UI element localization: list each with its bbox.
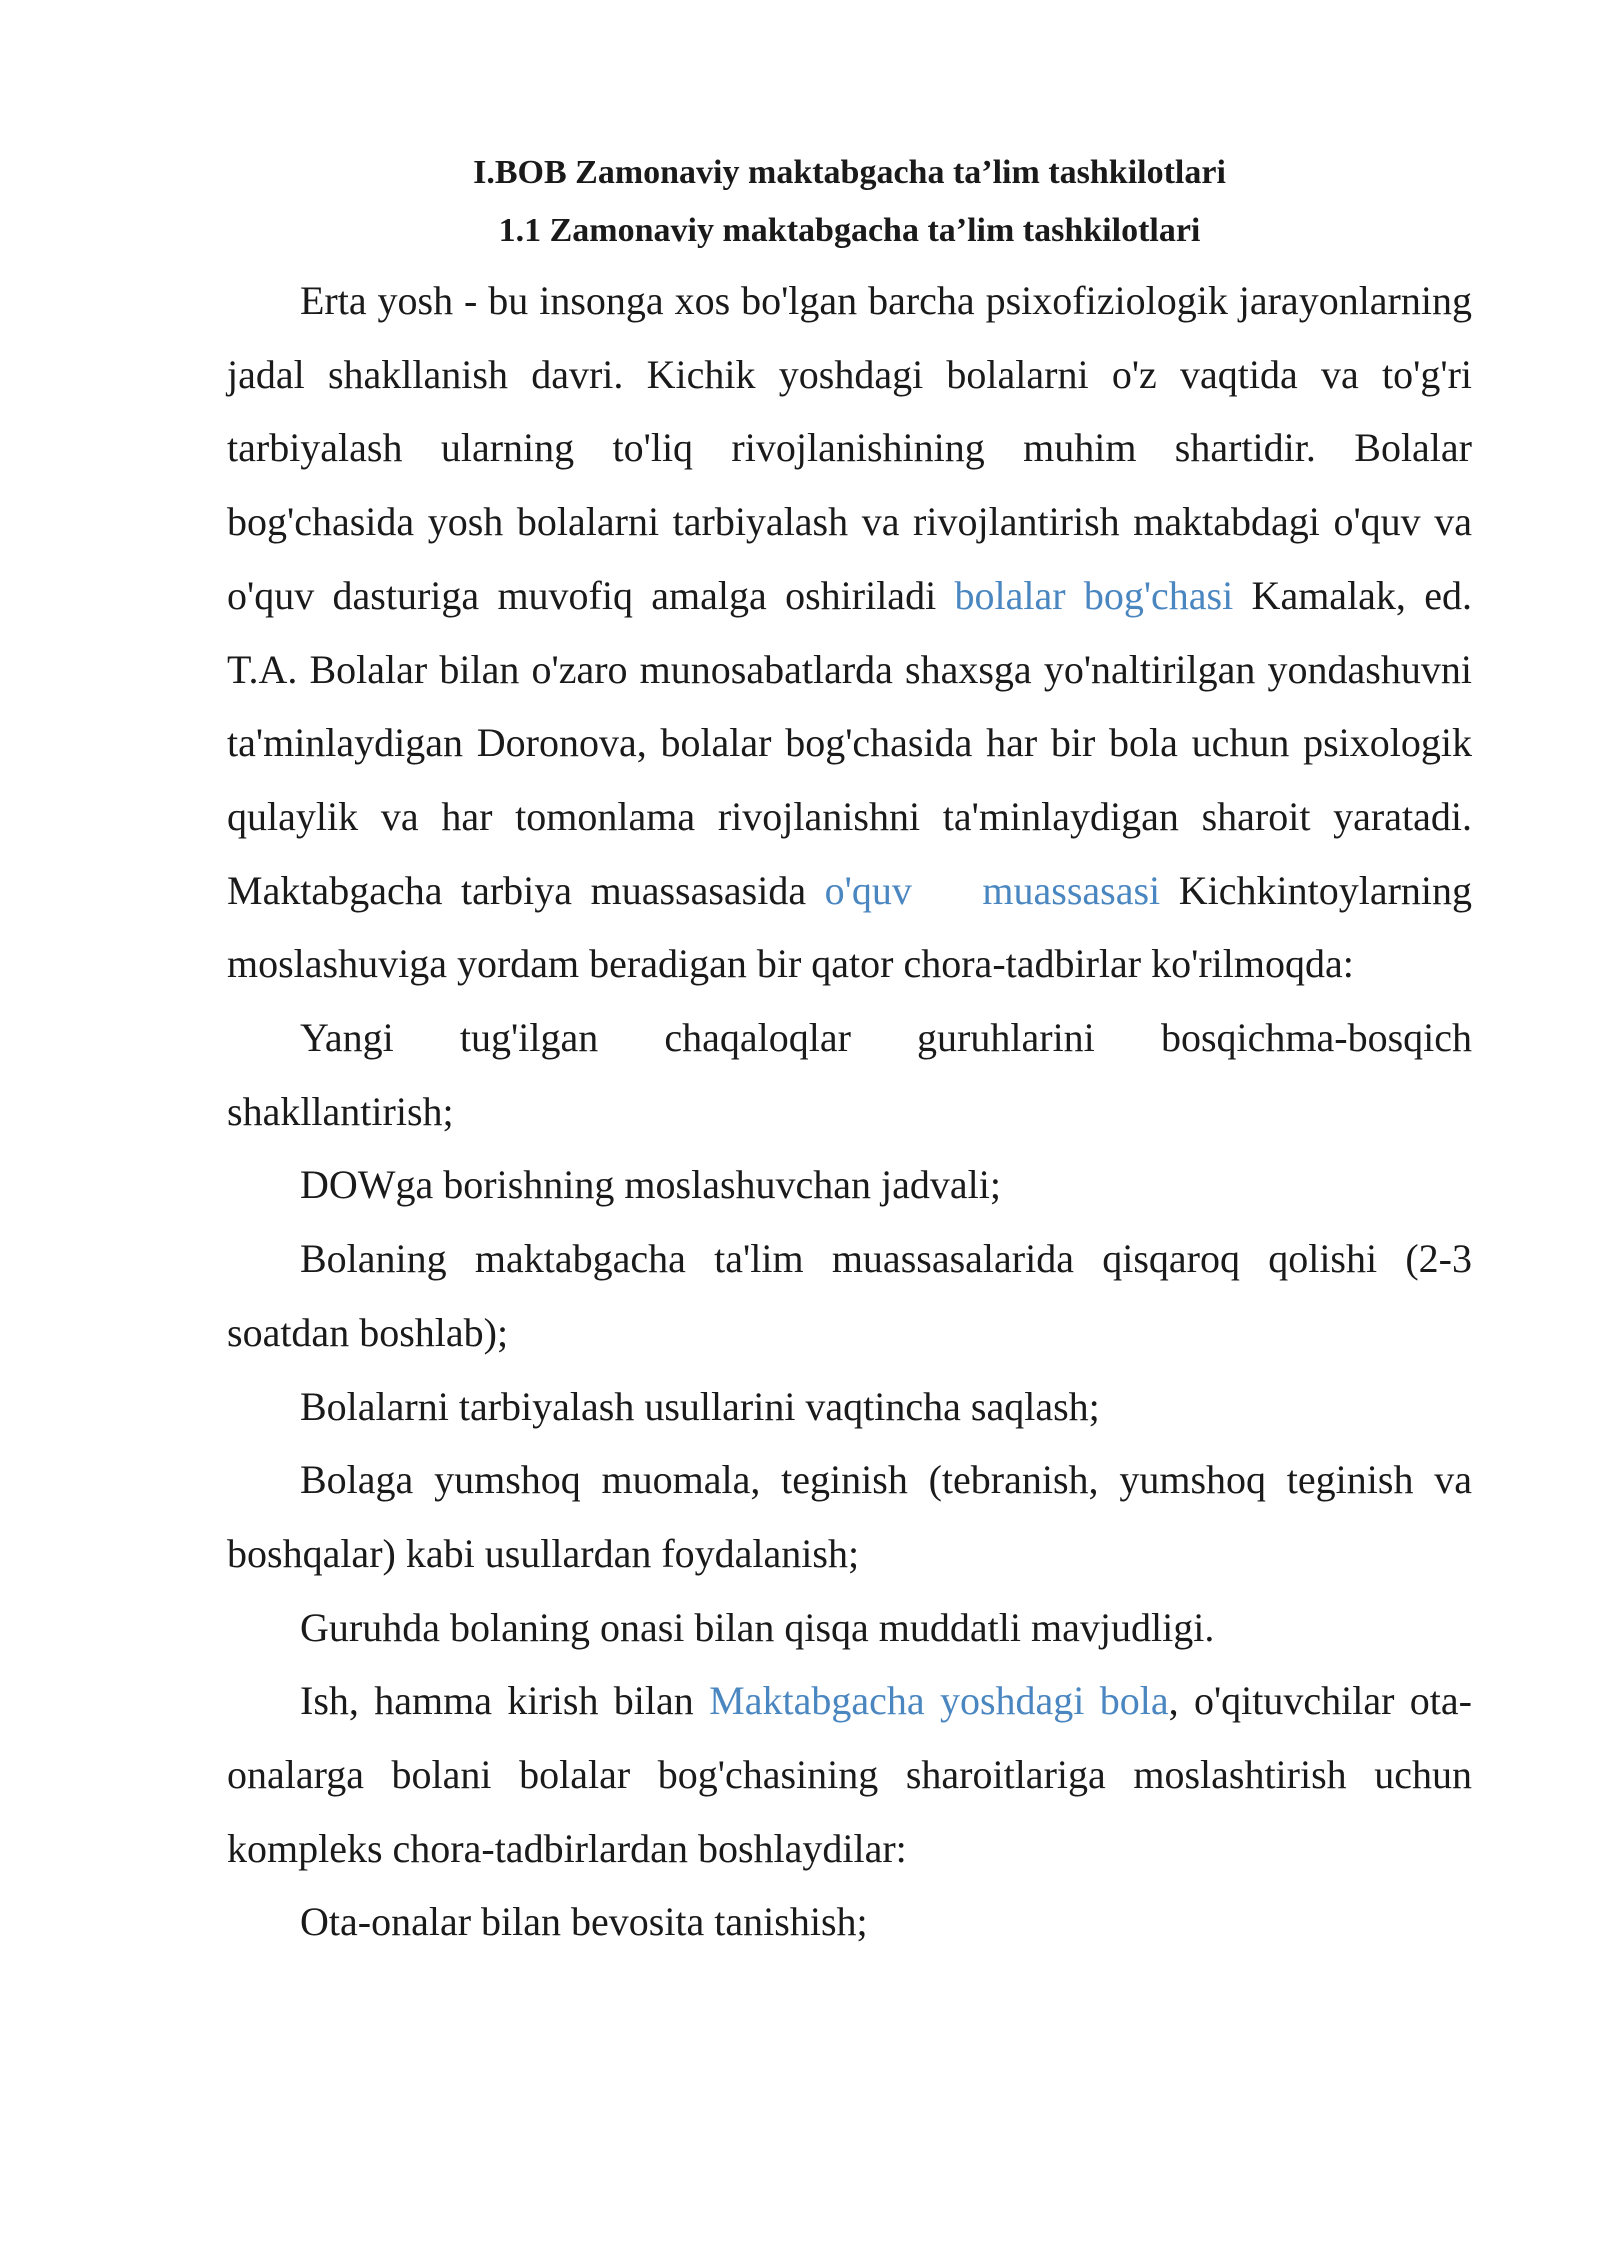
link-maktabgacha-yoshdagi-bola[interactable]: Maktabgacha yoshdagi bola	[709, 1678, 1169, 1724]
body-text	[227, 264, 1472, 1959]
link-bolalar-bogchasi[interactable]: bolalar bog'chasi	[954, 572, 1234, 618]
paragraph-text: Kamalak, ed. T.A. Bolalar bilan o'zaro munosabatlarda shaxsga yo'naltirilgan yondashuvni ta'minlaydigan Doronova, bolalar bog'chasida har bir bola uchun psixologik qulaylik va har tomonlama rivojlanishni ta'minlaydigan sharoit yaratadi. Maktabgacha tarbiya muassasasida	[227, 572, 1472, 913]
section-title: 1.1 Zamonaviy maktabgacha ta’lim tashkilotlari	[498, 212, 1201, 249]
list-item-mother-presence: Guruhda bolaning onasi bilan qisqa muddatli mavjudligi.	[300, 1604, 1215, 1650]
list-item-acquaintance: Ota-onalar bilan bevosita tanishish;	[300, 1899, 868, 1945]
list-item-methods: Bolalarni tarbiyalash usullarini vaqtincha saqlash;	[300, 1383, 1100, 1429]
paragraph-text: Erta yosh - bu insonga xos bo'lgan barcha psixofiziologik jarayonlarning jadal shakllanish davri. Kichik yoshdagi bolalarni o'z vaqtida va to'g'ri tarbiyalash ularning to'liq rivojlanishining muhim shartidir. Bolalar bog'chasida yosh bolalarni tarbiyalash va rivojlantirish maktabdagi o'quv va o'quv dasturiga muvofiq amalga oshiriladi	[227, 278, 1472, 618]
paragraph-work	[227, 1664, 1472, 1885]
list-item-short-stay: Bolaning maktabgacha ta'lim muassasalarida qisqaroq qolishi (2-3 soatdan boshlab);	[227, 1236, 1472, 1355]
list-item-gentle-touch: Bolaga yumshoq muomala, teginish (tebranish, yumshoq teginish va boshqalar) kabi usullardan foydalanish;	[227, 1457, 1472, 1576]
chapter-title: I.BOB Zamonaviy maktabgacha ta’lim tashkilotlari	[473, 154, 1226, 191]
list-item-groups: Yangi tug'ilgan chaqaloqlar guruhlarini bosqichma-bosqich shakllantirish;	[227, 1015, 1472, 1134]
paragraph-text: Ish, hamma kirish bilan	[300, 1678, 710, 1724]
paragraph-text: Kichkintoylarning moslashuviga yordam beradigan bir qator chora-tadbirlar ko'rilmoqda:	[227, 867, 1472, 987]
list-item-schedule: DOWga borishning moslashuvchan jadvali;	[300, 1162, 1001, 1208]
document-page	[227, 148, 1472, 1959]
paragraph-intro	[227, 264, 1472, 1001]
paragraph-text: , o'qituvchilar ota-onalarga bolani bolalar bog'chasining sharoitlariga moslashtirish uchun kompleks chora-tadbirlardan boshlaydilar:	[227, 1678, 1472, 1871]
link-oquv-muassasasi[interactable]: o'quv muassasasi	[824, 867, 1161, 913]
